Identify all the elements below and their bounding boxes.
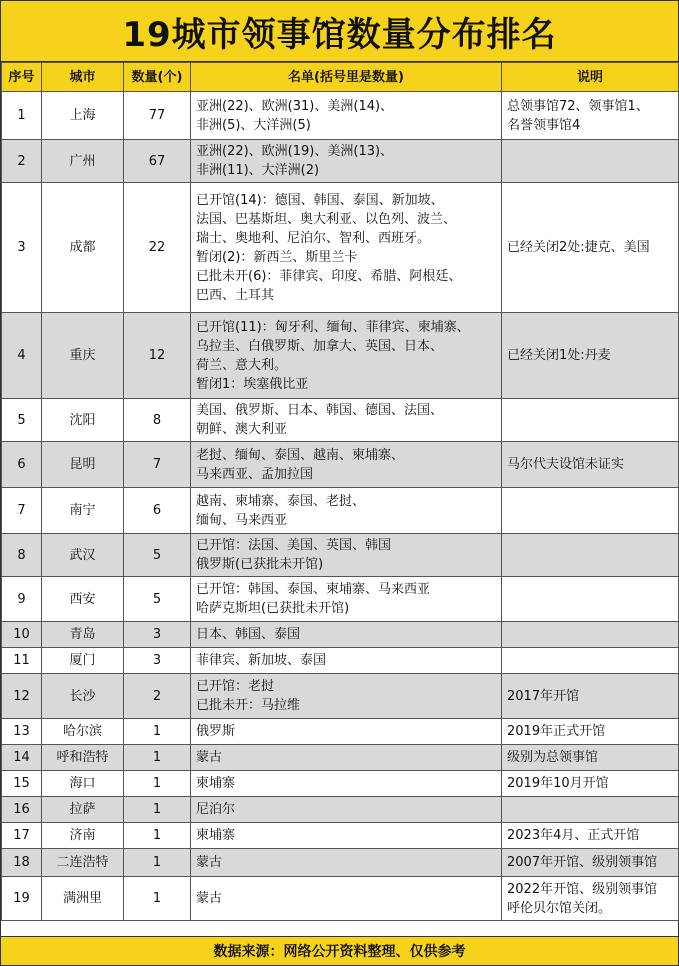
page-title: 19城市领事馆数量分布排名 [1,1,678,62]
row-index: 4 [2,313,42,399]
row-index: 5 [2,399,42,442]
row-city: 济南 [42,823,124,849]
row-index: 6 [2,442,42,488]
consulate-table [1,62,679,921]
row-list: 俄罗斯 [191,719,502,745]
row-note: 级别为总领事馆 [502,745,679,771]
row-list: 已开馆：法国、美国、英国、韩国 俄罗斯(已获批未开馆) [191,534,502,577]
row-count: 12 [124,313,191,399]
row-city: 拉萨 [42,797,124,823]
row-count: 5 [124,577,191,622]
row-note: 已经关闭2处:捷克、美国 [502,183,679,313]
row-note: 2022年开馆、级别领事馆 呼伦贝尔馆关闭。 [502,877,679,921]
row-city: 武汉 [42,534,124,577]
row-city: 二连浩特 [42,849,124,877]
table-row [2,183,679,313]
row-index: 11 [2,648,42,674]
row-count: 67 [124,140,191,183]
row-count: 1 [124,745,191,771]
row-note [502,648,679,674]
table-row [2,719,679,745]
table-row [2,577,679,622]
row-index: 17 [2,823,42,849]
row-list: 越南、柬埔寨、泰国、老挝、 缅甸、马来西亚 [191,488,502,534]
row-city: 海口 [42,771,124,797]
header-city: 城市 [42,63,124,92]
row-note [502,140,679,183]
row-city: 长沙 [42,674,124,719]
header-count: 数量(个) [124,63,191,92]
table-row [2,771,679,797]
row-city: 广州 [42,140,124,183]
row-city: 呼和浩特 [42,745,124,771]
table-row [2,534,679,577]
row-note: 已经关闭1处:丹麦 [502,313,679,399]
row-count: 8 [124,399,191,442]
row-list: 柬埔寨 [191,771,502,797]
row-count: 77 [124,92,191,140]
table-row [2,442,679,488]
row-note [502,399,679,442]
row-index: 10 [2,622,42,648]
row-city: 成都 [42,183,124,313]
source-footer: 数据来源：网络公开资料整理、仅供参考 [1,936,678,965]
row-list: 已开馆(14)：德国、韩国、泰国、新加坡、 法国、巴基斯坦、奥大利亚、以色列、波兰、 瑞士、奥地利、尼泊尔、智利、西班牙。 暂闭(2)：新西兰、斯里兰卡 已批未开(6)：菲律宾、印度、希腊、阿根廷、 巴西、土耳其 [191,183,502,313]
row-note: 总领事馆72、领事馆1、 名誉领事馆4 [502,92,679,140]
header-note: 说明 [502,63,679,92]
row-count: 1 [124,849,191,877]
row-list: 已开馆：韩国、泰国、柬埔寨、马来西亚 哈萨克斯坦(已获批未开馆) [191,577,502,622]
table-row [2,648,679,674]
table-row [2,877,679,921]
row-note [502,534,679,577]
row-list: 已开馆：老挝 已批未开：马拉维 [191,674,502,719]
row-note [502,577,679,622]
header-row [2,63,679,92]
row-note [502,622,679,648]
row-list: 蒙古 [191,745,502,771]
row-count: 22 [124,183,191,313]
row-city: 昆明 [42,442,124,488]
row-note: 2019年10月开馆 [502,771,679,797]
table-row [2,622,679,648]
row-list: 柬埔寨 [191,823,502,849]
row-note: 马尔代夫设馆未证实 [502,442,679,488]
row-count: 1 [124,719,191,745]
row-index: 8 [2,534,42,577]
row-city: 重庆 [42,313,124,399]
row-count: 1 [124,823,191,849]
row-count: 5 [124,534,191,577]
row-note: 2007年开馆、级别领事馆 [502,849,679,877]
row-index: 15 [2,771,42,797]
row-city: 上海 [42,92,124,140]
row-city: 青岛 [42,622,124,648]
table-row [2,399,679,442]
row-city: 南宁 [42,488,124,534]
row-note: 2023年4月、正式开馆 [502,823,679,849]
row-count: 3 [124,648,191,674]
row-count: 3 [124,622,191,648]
row-count: 1 [124,771,191,797]
row-city: 厦门 [42,648,124,674]
table-row [2,849,679,877]
row-index: 18 [2,849,42,877]
row-index: 9 [2,577,42,622]
header-list: 名单(括号里是数量) [191,63,502,92]
row-count: 1 [124,797,191,823]
header-index: 序号 [2,63,42,92]
row-list: 亚洲(22)、欧洲(19)、美洲(13)、 非洲(11)、大洋洲(2) [191,140,502,183]
row-note: 2019年正式开馆 [502,719,679,745]
row-index: 16 [2,797,42,823]
row-city: 满洲里 [42,877,124,921]
table-row [2,488,679,534]
row-index: 12 [2,674,42,719]
row-count: 1 [124,877,191,921]
table-row [2,313,679,399]
table-row [2,797,679,823]
row-note [502,488,679,534]
row-index: 1 [2,92,42,140]
row-list: 已开馆(11)：匈牙利、缅甸、菲律宾、柬埔寨、 乌拉圭、白俄罗斯、加拿大、英国、日本、 荷兰、意大利。 暂闭1：埃塞俄比亚 [191,313,502,399]
row-list: 尼泊尔 [191,797,502,823]
row-index: 7 [2,488,42,534]
row-list: 蒙古 [191,877,502,921]
row-count: 7 [124,442,191,488]
row-count: 2 [124,674,191,719]
row-index: 19 [2,877,42,921]
row-note [502,797,679,823]
row-index: 13 [2,719,42,745]
row-count: 6 [124,488,191,534]
table-row [2,823,679,849]
row-list: 老挝、缅甸、泰国、越南、柬埔寨、 马来西亚、孟加拉国 [191,442,502,488]
row-list: 蒙古 [191,849,502,877]
row-list: 菲律宾、新加坡、泰国 [191,648,502,674]
row-note: 2017年开馆 [502,674,679,719]
row-city: 哈尔滨 [42,719,124,745]
row-index: 3 [2,183,42,313]
row-index: 2 [2,140,42,183]
row-index: 14 [2,745,42,771]
row-list: 亚洲(22)、欧洲(31)、美洲(14)、 非洲(5)、大洋洲(5) [191,92,502,140]
table-row [2,92,679,140]
table-row [2,140,679,183]
row-list: 美国、俄罗斯、日本、韩国、德国、法国、 朝鲜、澳大利亚 [191,399,502,442]
row-city: 西安 [42,577,124,622]
table-row [2,674,679,719]
table-row [2,745,679,771]
row-list: 日本、韩国、泰国 [191,622,502,648]
row-city: 沈阳 [42,399,124,442]
